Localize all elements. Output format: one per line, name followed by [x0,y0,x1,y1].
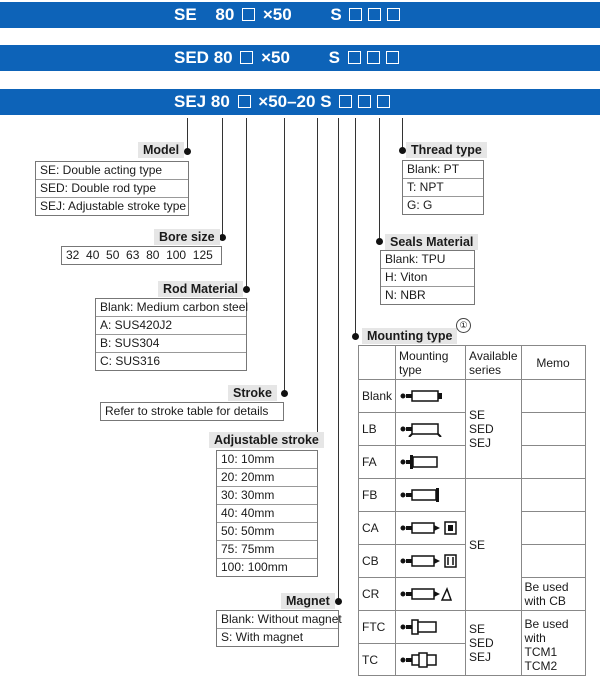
row-code: Blank [359,380,396,413]
placeholder-box [386,51,399,64]
code-magnet: S [328,48,341,67]
code-row-se [174,5,403,25]
code-magnet: S [320,92,332,111]
dot-seals [376,238,383,245]
mount-icon [396,512,466,545]
seals-material-label: Seals Material [385,234,478,250]
row-code: CB [359,545,396,578]
list-item: 50: 50mm [217,522,317,540]
adjustable-stroke-list [216,450,318,577]
placeholder-box [358,95,371,108]
leader-magnet [338,118,339,602]
row-code: FTC [359,611,396,644]
row-code: FB [359,479,396,512]
memo-cell [521,479,585,512]
code-row-sej [174,92,393,112]
code-bore: 80 [213,48,233,67]
header-memo: Memo [521,346,585,380]
placeholder-box [377,95,390,108]
placeholder-box [348,51,361,64]
mount-icon [396,380,466,413]
memo-cell: Be used with CB [521,578,585,611]
magnet-label: Magnet [281,593,335,609]
rod-material-label: Rod Material [158,281,243,297]
code-stroke: ×50 [261,48,290,67]
list-item: 75: 75mm [217,540,317,558]
leader-rod [246,118,247,290]
list-item: A: SUS420J2 [96,316,246,334]
list-item: SED: Double rod type [36,179,188,197]
bore-size-values [61,246,222,265]
placeholder-box [368,8,381,21]
bore-values: 32 40 50 63 80 100 125 [66,248,213,262]
list-item: SE: Double acting type [40,163,163,177]
series-cell: SE [466,479,521,611]
mount-icon [396,545,466,578]
rod-material-list [95,298,247,371]
note-mark: ① [456,318,471,333]
mount-icon [396,479,466,512]
placeholder-box [367,51,380,64]
mount-icon [396,446,466,479]
mounting-type-table [358,345,586,676]
row-code: TC [359,644,396,676]
list-item: 100: 100mm [217,558,317,576]
mount-icon [396,578,466,611]
stroke-note-text: Refer to stroke table for details [105,404,269,418]
series-cell: SE SED SEJ [466,611,521,676]
list-item: Blank: Without magnet [221,612,342,626]
leader-bore [222,118,223,238]
list-item: 10: 10mm [221,452,275,466]
list-item: S: With magnet [217,628,338,646]
leader-mounting [355,118,356,337]
header-mounting: Mounting type [396,346,466,380]
dot-bore [219,234,226,241]
model-label: Model [138,142,184,158]
list-item: Blank: PT [407,162,460,176]
placeholder-box [242,8,255,21]
dot-model [184,148,191,155]
leader-stroke [284,118,285,395]
magnet-list [216,610,342,647]
placeholder-box [387,8,400,21]
code-magnet: S [330,5,342,24]
dot-thread [399,147,406,154]
bore-size-label: Bore size [154,229,220,245]
code-prefix: SE [174,5,197,24]
code-bore: 80 [215,5,235,24]
code-prefix: SEJ [174,92,207,111]
memo-cell: Be used with TCM1 TCM2 [521,611,585,676]
dot-magnet [335,598,342,605]
placeholder-box [339,95,352,108]
placeholder-box [238,95,251,108]
series-cell: SE SED SEJ [466,380,521,479]
list-item: Blank: Medium carbon steel [100,300,249,314]
memo-cell [521,380,585,413]
list-item: T: NPT [403,178,483,196]
dot-rod [243,286,250,293]
row-code: LB [359,413,396,446]
thread-type-list [402,160,484,215]
mount-icon [396,611,466,644]
leader-adjustable [317,118,318,441]
row-code: CR [359,578,396,611]
mount-icon [396,413,466,446]
memo-cell [521,413,585,446]
code-prefix: SED [174,48,209,67]
memo-cell [521,446,585,479]
list-item: 20: 20mm [217,468,317,486]
list-item: Blank: TPU [385,252,446,266]
model-list [35,161,189,216]
adjustable-stroke-label: Adjustable stroke [209,432,324,448]
code-row-sed [174,48,402,68]
mounting-type-label: Mounting type [362,328,457,344]
stroke-label: Stroke [228,385,277,401]
thread-type-label: Thread type [406,142,487,158]
code-bore: 80 [210,92,230,111]
code-stroke: ×50–20 [258,92,316,111]
row-code: FA [359,446,396,479]
seals-material-list [380,250,475,305]
header-empty [359,346,396,380]
list-item: B: SUS304 [96,334,246,352]
mount-icon [396,644,466,676]
list-item: 40: 40mm [217,504,317,522]
list-item: 30: 30mm [217,486,317,504]
memo-cell [521,512,585,545]
stroke-note [100,402,284,421]
row-code: CA [359,512,396,545]
list-item: H: Viton [381,268,474,286]
header-series: Available series [466,346,521,380]
memo-cell [521,545,585,578]
list-item: N: NBR [381,286,474,304]
list-item: G: G [403,196,483,214]
placeholder-box [349,8,362,21]
leader-seals [379,118,380,242]
list-item: C: SUS316 [96,352,246,370]
dot-mounting [352,333,359,340]
code-stroke: ×50 [262,5,292,24]
dot-stroke [281,390,288,397]
placeholder-box [240,51,253,64]
list-item: SEJ: Adjustable stroke type [36,197,188,215]
